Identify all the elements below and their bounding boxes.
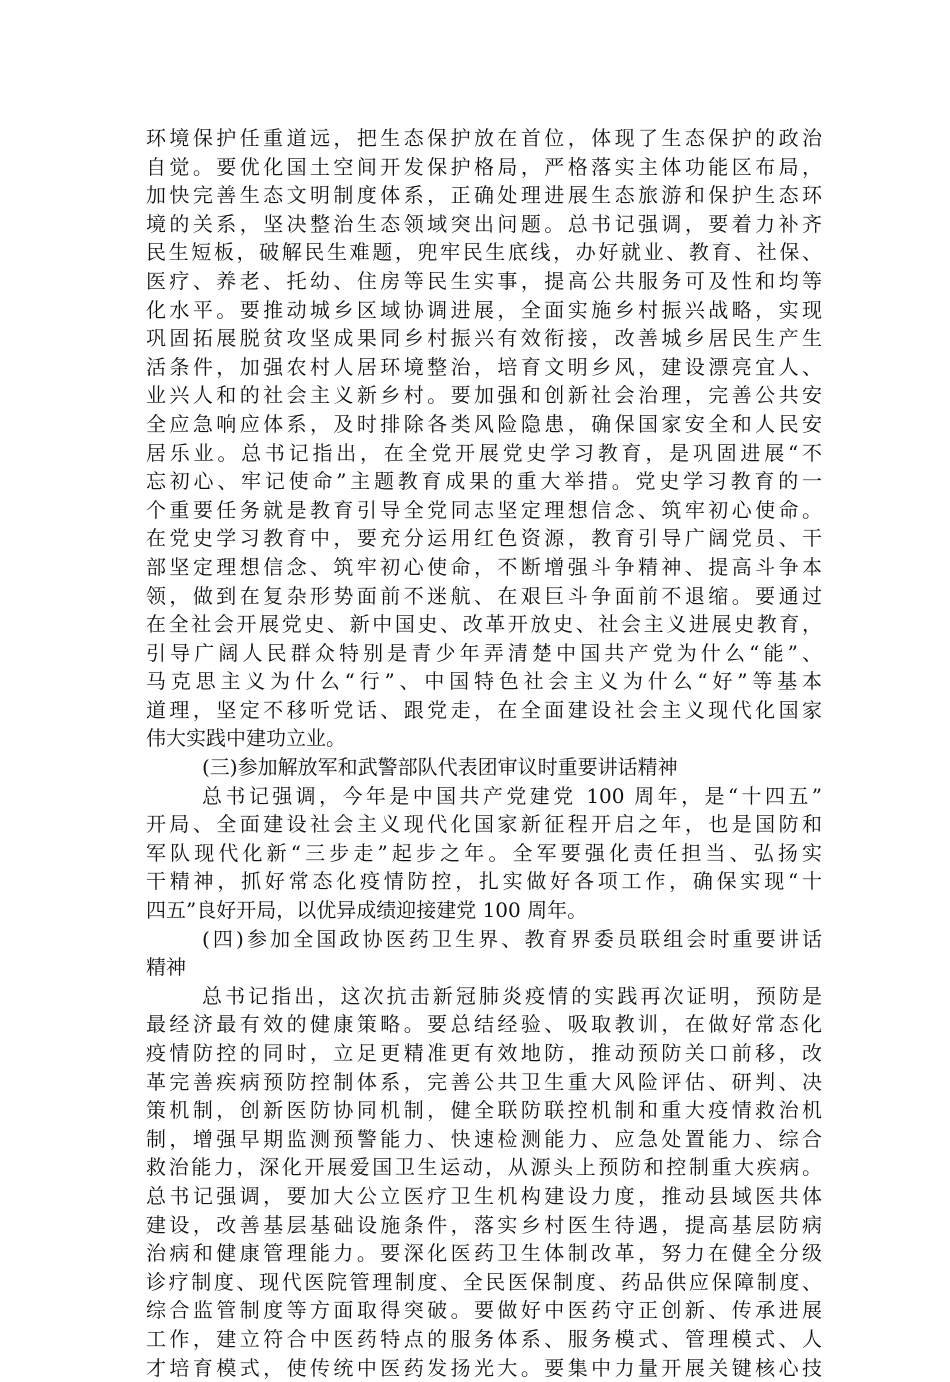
text-line: 策机制，创新医防协同机制，健全联防联控机制和重大疫情救治机 — [146, 1098, 822, 1123]
text-line: 综合监管制度等方面取得突破。要做好中医药守正创新、传承进展 — [146, 1298, 822, 1323]
text-line: 马克思主义为什么“行”、中国特色社会主义为什么“好”等基本 — [146, 669, 822, 694]
text-line: 在党史学习教育中，要充分运用红色资源，教育引导广阔党员、干 — [146, 526, 822, 551]
text-line: 境的关系，坚决整治生态领域突出问题。总书记强调，要着力补齐 — [146, 211, 822, 236]
text-line: 化水平。要推动城乡区域协调进展，全面实施乡村振兴战略，实现 — [146, 297, 822, 322]
text-line: 巩固拓展脱贫攻坚成果同乡村振兴有效衔接，改善城乡居民生产生 — [146, 326, 822, 351]
text-line: 最经济最有效的健康策略。要总结经验、吸取教训，在做好常态化 — [146, 1012, 822, 1037]
text-line: 四五”良好开局，以优异成绩迎接建党 100 周年。 — [146, 898, 588, 923]
text-line: (四)参加全国政协医药卫生界、教育界委员联组会时重要讲话 — [202, 926, 822, 951]
text-line: 才培育模式，使传统中医药发扬光大。要集中力量开展关键核心技 — [146, 1355, 822, 1380]
text-line: 疫情防控的同时，立足更精准更有效地防，推动预防关口前移，改 — [146, 1041, 822, 1065]
text-line: 自觉。要优化国土空间开发保护格局，严格落实主体功能区布局， — [146, 154, 822, 179]
text-line: 环境保护任重道远，把生态保护放在首位，体现了生态保护的政治 — [146, 126, 822, 150]
text-line: 居乐业。总书记指出，在全党开展党史学习教育，是巩固进展“不 — [146, 440, 822, 465]
text-line: 精神 — [146, 955, 186, 980]
text-line: 治病和健康管理能力。要深化医药卫生体制改革，努力在健全分级 — [146, 1241, 822, 1266]
text-line: 全应急响应体系，及时排除各类风险隐患，确保国家安全和人民安 — [146, 411, 822, 436]
text-line: 救治能力，深化开展爱国卫生运动，从源头上预防和控制重大疾病。 — [146, 1155, 822, 1180]
text-line: 个重要任务就是教育引导全党同志坚定理想信念、筑牢初心使命。 — [146, 497, 822, 522]
text-line: 业兴人和的社会主义新乡村。要加强和创新社会治理，完善公共安 — [146, 383, 822, 408]
text-line: 领，做到在复杂形势面前不迷航、在艰巨斗争面前不退缩。要通过 — [146, 583, 822, 608]
text-line: 引导广阔人民群众特别是青少年弄清楚中国共产党为什么“能”、 — [146, 640, 822, 665]
document-body — [146, 124, 822, 1382]
text-line: 加快完善生态文明制度体系，正确处理进展生态旅游和保护生态环 — [146, 183, 822, 208]
text-line: 制，增强早期监测预警能力、快速检测能力、应急处置能力、综合 — [146, 1126, 822, 1151]
text-line: (三)参加解放军和武警部队代表团审议时重要讲话精神 — [202, 755, 678, 780]
text-line: 民生短板，破解民生难题，兜牢民生底线，办好就业、教育、社保、 — [146, 240, 822, 265]
text-line: 干精神，抓好常态化疫情防控，扎实做好各项工作，确保实现“十 — [146, 869, 822, 894]
text-line: 医疗、养老、托幼、住房等民生实事，提高公共服务可及性和均等 — [146, 268, 822, 293]
text-line: 军队现代化新“三步走”起步之年。全军要强化责任担当、弘扬实 — [146, 840, 822, 865]
text-line: 建设，改善基层基础设施条件，落实乡村医生待遇，提高基层防病 — [146, 1212, 822, 1237]
text-line: 活条件，加强农村人居环境整治，培育文明乡风，建设漂亮宜人、 — [146, 354, 822, 379]
text-line: 总书记强调，要加大公立医疗卫生机构建设力度，推动县域医共体 — [146, 1183, 822, 1208]
text-line: 忘初心、牢记使命”主题教育成果的重大举措。党史学习教育的一 — [146, 469, 822, 494]
text-line: 工作，建立符合中医药特点的服务体系、服务模式、管理模式、人 — [146, 1326, 822, 1351]
text-line: 伟大实践中建功立业。 — [146, 726, 346, 751]
text-line: 部坚定理想信念、筑牢初心使命，不断增强斗争精神、提高斗争本 — [146, 554, 822, 579]
text-line: 开局、全面建设社会主义现代化国家新征程开启之年，也是国防和 — [146, 812, 822, 837]
text-line: 诊疗制度、现代医院管理制度、全民医保制度、药品供应保障制度、 — [146, 1269, 822, 1294]
text-line: 在全社会开展党史、新中国史、改革开放史、社会主义进展史教育， — [146, 612, 822, 637]
text-line: 革完善疾病预防控制体系，完善公共卫生重大风险评估、研判、决 — [146, 1069, 822, 1094]
text-line: 总书记指出，这次抗击新冠肺炎疫情的实践再次证明，预防是 — [202, 983, 822, 1008]
text-line: 总书记强调，今年是中国共产党建党 100 周年，是“十四五” — [202, 783, 822, 808]
text-line: 道理，坚定不移听党话、跟党走，在全面建设社会主义现代化国家 — [146, 697, 822, 722]
